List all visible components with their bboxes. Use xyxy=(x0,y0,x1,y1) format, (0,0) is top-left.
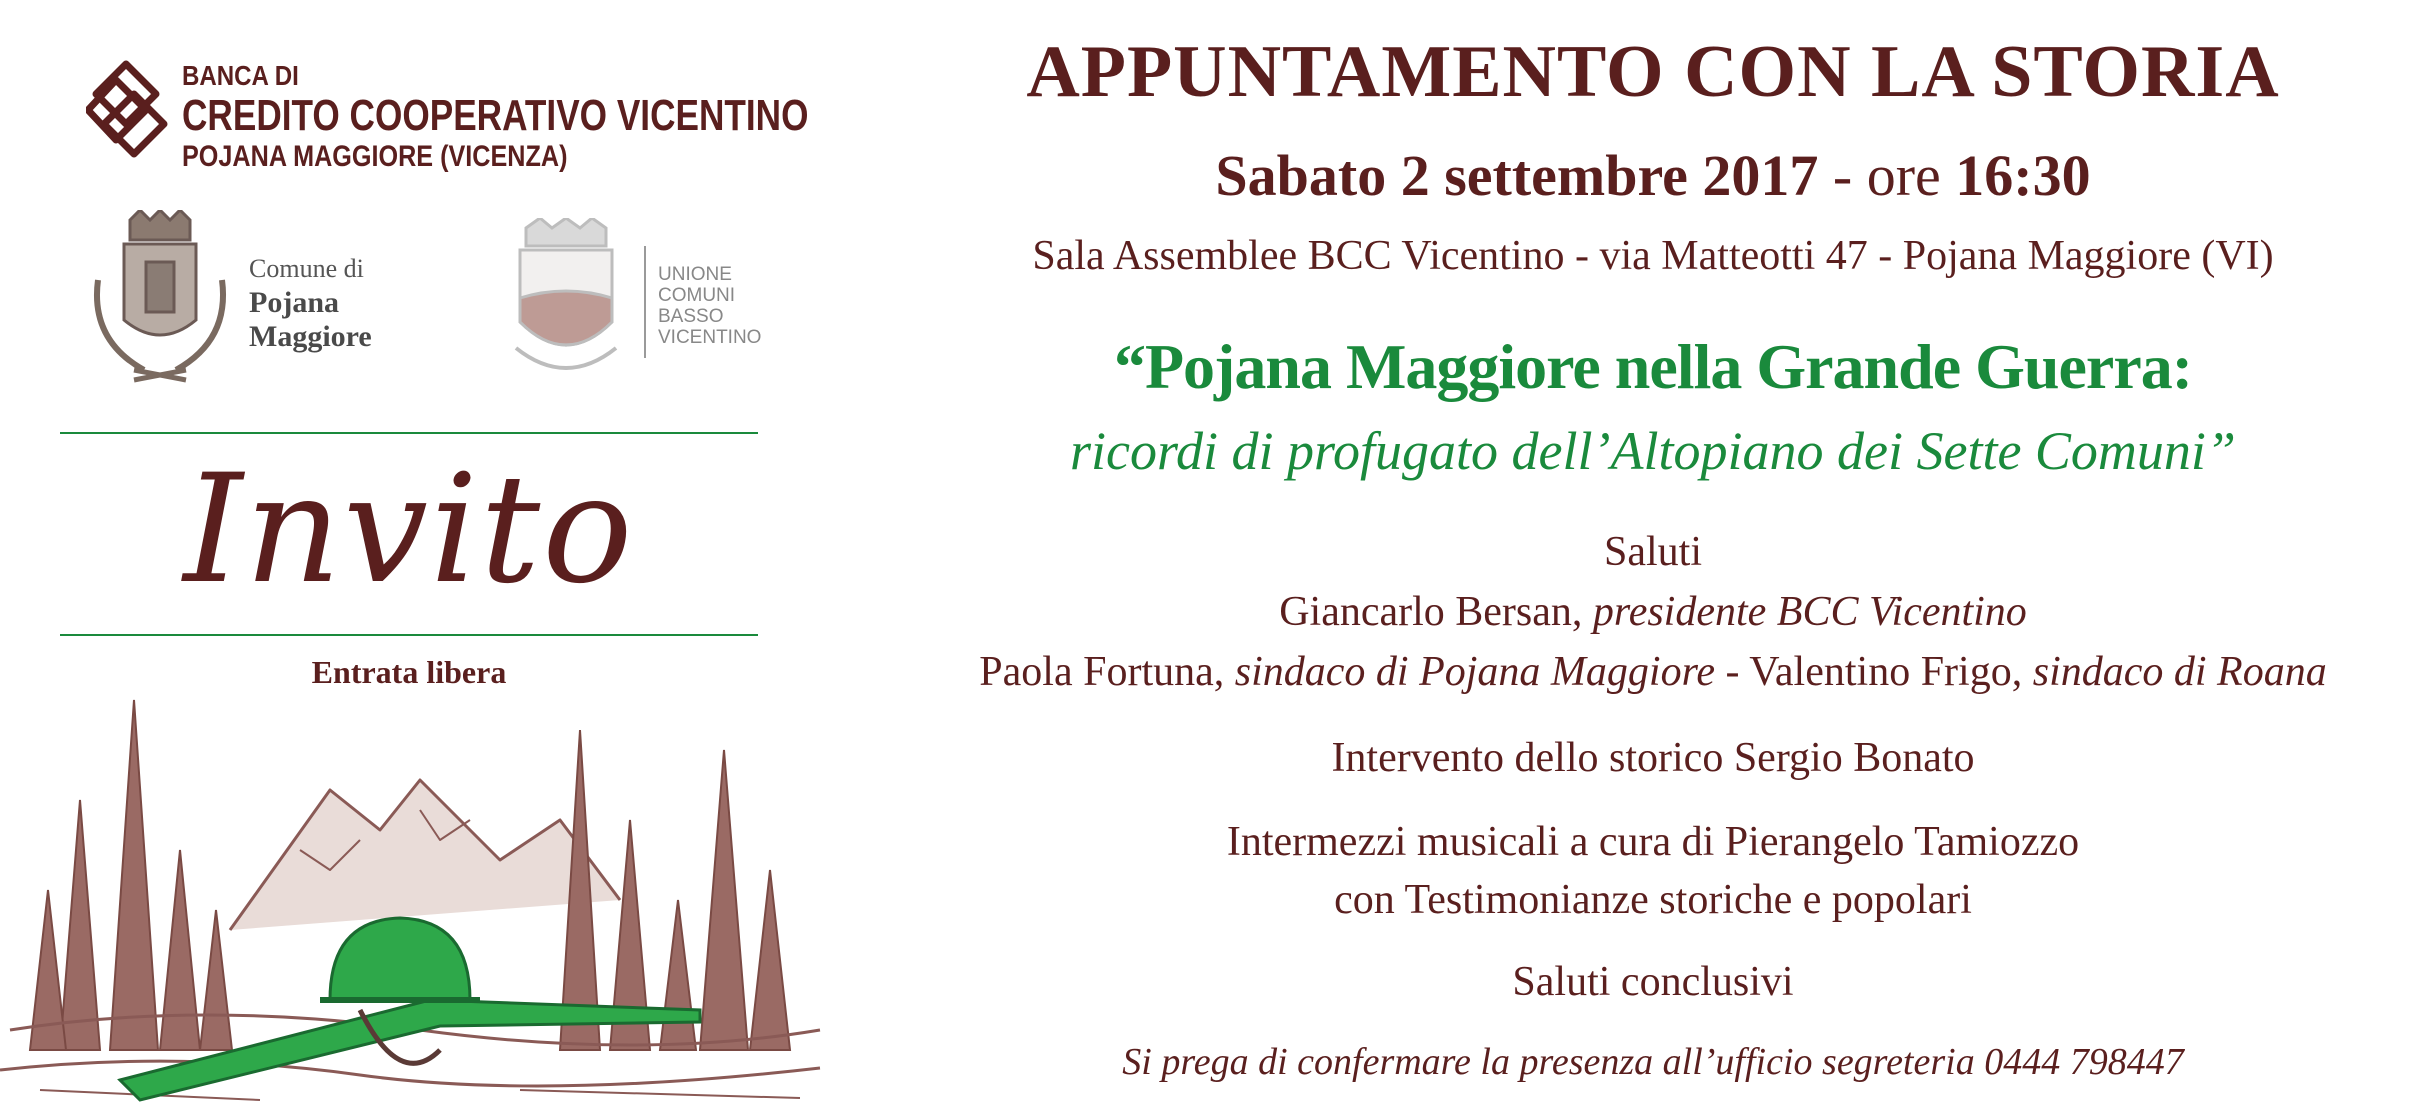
unione-crest-icon xyxy=(506,218,626,388)
speaker-separator: - xyxy=(1715,649,1750,695)
landscape-illustration xyxy=(0,670,830,1104)
bank-name xyxy=(182,60,965,174)
event-day: Sabato 2 settembre 2017 xyxy=(1215,143,1819,208)
comune-name xyxy=(249,252,372,354)
rsvp-note: Si prega di confermare la presenza all’ufficio segreteria 0444 798447 xyxy=(1122,1041,2184,1083)
right-panel xyxy=(880,0,2426,1104)
speaker3-name: Valentino Frigo, xyxy=(1749,649,2033,695)
program-testimonianze: con Testimonianze storiche e popolari xyxy=(1334,877,1972,923)
left-panel xyxy=(0,0,880,1104)
bank-line3: POJANA MAGGIORE (VICENZA) xyxy=(182,140,568,173)
speaker2-name: Paola Fortuna, xyxy=(979,649,1235,695)
comune-line2: Pojana xyxy=(249,286,339,319)
speaker1-role: presidente BCC Vicentino xyxy=(1592,589,2027,635)
bank-line1: BANCA DI xyxy=(182,60,299,91)
event-time: 16:30 xyxy=(1955,143,2091,208)
unione-line3: BASSO xyxy=(658,306,724,327)
comune-line3: Maggiore xyxy=(249,320,372,353)
event-venue: Sala Assemblee BCC Vicentino - via Matteotti 47 - Pojana Maggiore (VI) xyxy=(1032,233,2274,279)
program-intermezzi: Intermezzi musicali a cura di Pierangelo Tamiozzo xyxy=(1226,819,2080,865)
comune-logo xyxy=(84,210,404,400)
program-intervento: Intervento dello storico Sergio Bonato xyxy=(1331,735,1975,781)
entrata-libera: Entrata libera xyxy=(311,654,507,690)
unione-line4: VICENTINO xyxy=(658,327,762,348)
speaker2-role: sindaco di Pojana Maggiore xyxy=(1234,649,1715,695)
program-conclusivi: Saluti conclusivi xyxy=(1512,959,1794,1005)
event-date-separator: - ore xyxy=(1818,143,1956,208)
program-speaker1 xyxy=(880,588,2426,636)
speaker3-role: sindaco di Roana xyxy=(2032,649,2327,695)
bank-line2: CREDITO COOPERATIVO VICENTINO xyxy=(182,91,809,140)
unione-name xyxy=(658,264,761,348)
bank-knot-icon xyxy=(86,58,182,168)
bank-logo xyxy=(86,58,809,178)
comune-crest-icon xyxy=(84,210,234,390)
talk-title: “Pojana Maggiore nella Grande Guerra: xyxy=(1113,331,2193,402)
talk-subtitle: ricordi di profugato dell’Altopiano dei Sette Comuni” xyxy=(1070,421,2236,481)
program-saluti: Saluti xyxy=(1603,529,1702,575)
unione-line1: UNIONE xyxy=(658,264,732,285)
event-date-line xyxy=(880,142,2426,209)
unione-line2: COMUNI xyxy=(658,285,736,306)
top-green-rule xyxy=(60,432,758,434)
event-title: APPUNTAMENTO CON LA STORIA xyxy=(1026,31,2280,113)
comune-line1: Comune di xyxy=(249,254,364,283)
program-speakers-2-3 xyxy=(880,648,2426,696)
invito-title: Invito xyxy=(183,443,635,617)
unione-logo xyxy=(506,218,806,388)
bottom-green-rule xyxy=(60,634,758,636)
speaker1-name: Giancarlo Bersan, xyxy=(1279,589,1593,635)
unione-divider xyxy=(644,246,646,358)
